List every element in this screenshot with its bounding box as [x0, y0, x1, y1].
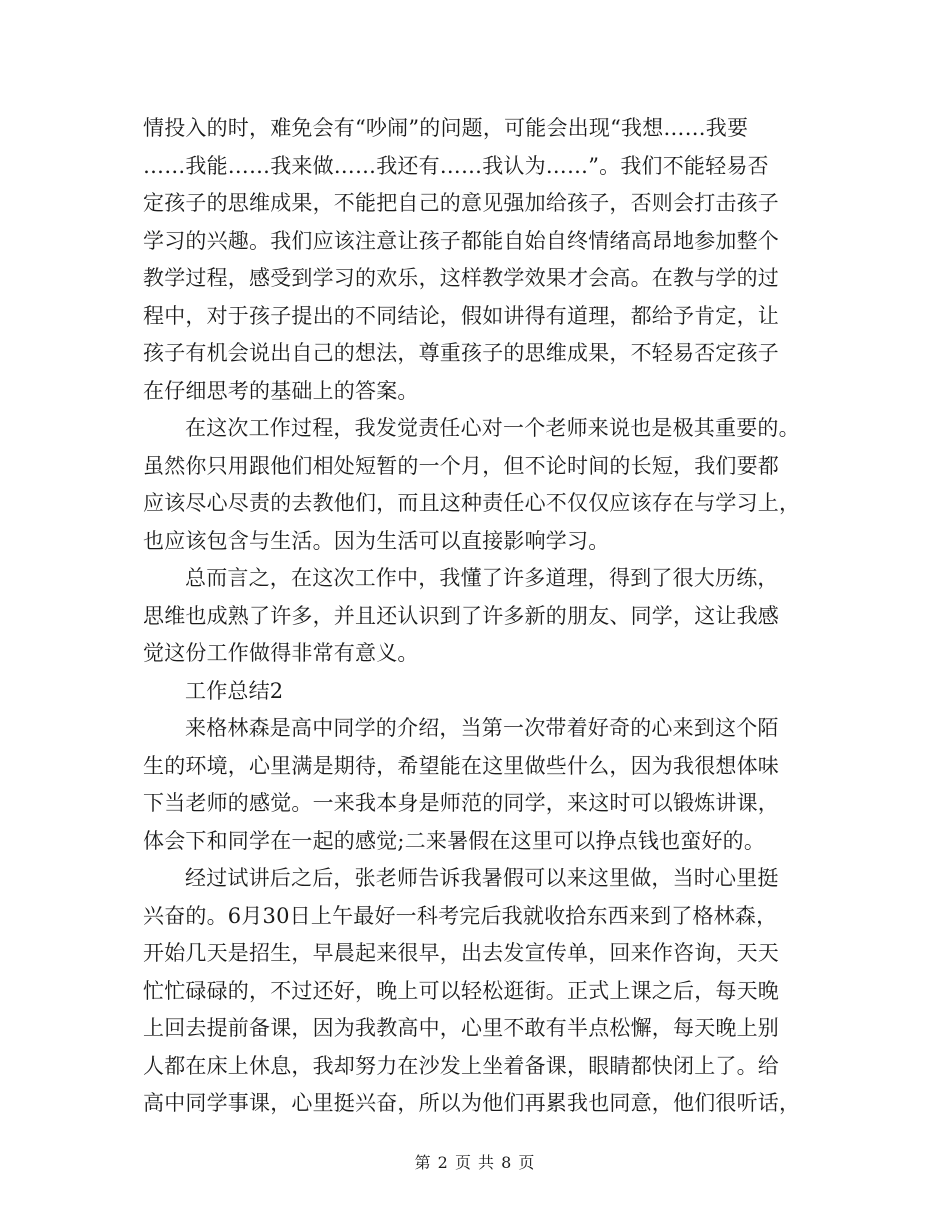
text-line: 生的环境，心里满是期待，希望能在这里做些什么，因为我很想体味	[143, 753, 779, 778]
text-line: 孩子有机会说出自己的想法，尊重孩子的思维成果，不轻易否定孩子	[143, 341, 779, 365]
document-body	[143, 110, 833, 1123]
text-line: 下当老师的感觉。一来我本身是师范的同学，来这时可以锻炼讲课，	[143, 791, 779, 815]
text-line: 高中同学事课，心里挺兴奋，所以为他们再累我也同意，他们很听话，	[143, 1091, 801, 1115]
section-heading: 工作总结2	[185, 678, 284, 703]
page-number: 第 2 页 共 8 页	[414, 1153, 536, 1172]
text-line: 情投入的时，难免会有“吵闹”的问题，可能会出现“我想……我要	[143, 116, 749, 140]
text-line: 在仔细思考的基础上的答案。	[143, 378, 419, 403]
text-line: 人都在床上休息，我却努力在沙发上坐着备课，眼睛都快闭上了。给	[143, 1053, 779, 1078]
text-line: ……我能……我来做……我还有……我认为……”。我们不能轻易否	[143, 153, 769, 178]
text-line: 觉这份工作做得非常有意义。	[143, 641, 419, 665]
text-line: 忙忙碌碌的，不过还好，晚上可以轻松逛街。正式上课之后，每天晚	[143, 978, 779, 1003]
text-line: 学习的兴趣。我们应该注意让孩子都能自始自终情绪高昂地参加整个	[143, 228, 779, 253]
text-line: 虽然你只用跟他们相处短暂的一个月，但不论时间的长短，我们要都	[143, 453, 779, 478]
text-line: 体会下和同学在一起的感觉;二来暑假在这里可以挣点钱也蛮好的。	[143, 828, 766, 853]
text-line: 开始几天是招生，早晨起来很早，出去发宣传单，回来作咨询，天天	[143, 941, 779, 965]
text-line: 思维也成熟了许多，并且还认识到了许多新的朋友、同学，这让我感	[143, 603, 779, 628]
text-line: 定孩子的思维成果，不能把自己的意见强加给孩子，否则会打击孩子	[143, 191, 779, 215]
text-line: 经过试讲后之后，张老师告诉我暑假可以来这里做，当时心里挺	[185, 866, 779, 890]
text-line: 程中，对于孩子提出的不同结论，假如讲得有道理，都给予肯定，让	[143, 303, 779, 328]
text-line: 上回去提前备课，因为我教高中，心里不敢有半点松懈，每天晚上别	[143, 1016, 779, 1040]
text-line: 也应该包含与生活。因为生活可以直接影响学习。	[143, 528, 610, 553]
text-line: 教学过程，感受到学习的欢乐，这样教学效果才会高。在教与学的过	[143, 266, 779, 290]
text-line: 应该尽心尽责的去教他们，而且这种责任心不仅仅应该存在与学习上，	[143, 491, 801, 515]
text-line: 总而言之，在这次工作中，我懂了许多道理，得到了很大历练，	[185, 566, 779, 590]
text-line: 兴奋的。6月30日上午最好一科考完后我就收拾东西来到了格林森，	[143, 903, 778, 928]
text-line: 在这次工作过程，我发觉责任心对一个老师来说也是极其重要的。	[185, 416, 800, 440]
text-line: 来格林森是高中同学的介绍，当第一次带着好奇的心来到这个陌	[185, 716, 779, 740]
